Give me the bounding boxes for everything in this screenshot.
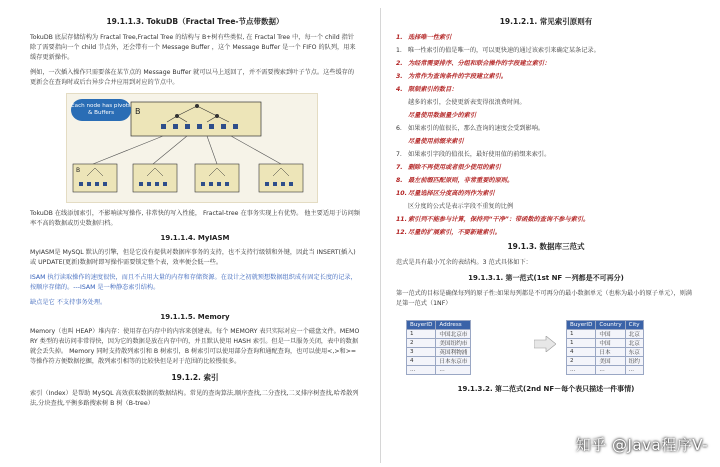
principle-text: 越多的索引，会使更新表变得很浪费时间。 (408, 99, 526, 106)
table-cell: 1 (567, 330, 596, 339)
table-cell: 英国利物浦 (436, 348, 471, 357)
table-row (567, 339, 644, 348)
heading-myisam: 19.1.1.4. MyIASM (160, 234, 230, 242)
normal-form-tables-figure (406, 314, 686, 378)
principle-text: 尽量选择区分度高的列作为索引 (408, 190, 495, 197)
fractal-tree-figure (66, 93, 318, 203)
principle-text: 区分度的公式是表示字段不重复的比例 (408, 203, 514, 210)
table-header-cell: Address (436, 321, 471, 330)
principle-number: 8. (396, 177, 403, 184)
principle-number: 11. (396, 216, 407, 223)
heading-second-normal-form: 19.1.3.2. 第二范式(2nd NF－每个表只描述一件事情) (457, 385, 635, 393)
principle-text: 选择唯一性索引 (408, 34, 452, 41)
principle-text: 尽量使用前缀来索引 (408, 138, 464, 145)
table-header-cell: Country (596, 321, 625, 330)
heading-memory: 19.1.1.5. Memory (160, 313, 230, 321)
principle-number: 4. (396, 86, 403, 93)
principle-number: 12. (396, 229, 407, 236)
principle-number: 1. (396, 34, 403, 41)
table-row (407, 366, 471, 375)
principle-text: 索引列不能参与计算，保持列“干净”：带函数的查询不参与索引。 (408, 216, 590, 223)
table-cell: 4 (567, 348, 596, 357)
principle-number: 2. (396, 60, 403, 67)
root-node-label: B (135, 107, 141, 116)
address-table (406, 320, 471, 375)
table-cell: 3 (407, 348, 436, 357)
table-row (567, 330, 644, 339)
table-cell: 1 (567, 339, 596, 348)
principle-item (396, 137, 696, 147)
table-row (407, 339, 471, 348)
table-cell: 2 (567, 357, 596, 366)
table-cell: 中国 (596, 330, 625, 339)
table-row (407, 348, 471, 357)
principle-item (396, 176, 696, 186)
right-column (396, 16, 696, 400)
table-cell: 美国 (596, 357, 625, 366)
table-cell: ... (567, 366, 596, 375)
paragraph-tokudb-features: TokuDB 在线添加索引，不影响读写操作, 非常快的写入性能， Fractal-tree 在事务实现上有优势。 他主要适用于访问频率不高的数据或历史数据归档。 (30, 210, 360, 227)
principle-item (396, 72, 696, 82)
arrow-right-icon (534, 336, 556, 352)
principle-number: 6. (396, 125, 402, 132)
principle-item (396, 85, 696, 95)
paragraph-tokudb-structure: TokuDB 底层存储结构为 Fractal Tree,Fractal Tree 的结构与 B+树有些类似, 在 Fractal Tree 中，每一个 child 指针除了需要指向一个 child 节点外，还会带有一个 Message Buffer ，这个 Message Buffer 是一个 FIFO 的队列，用来缓存更新操作。 (30, 34, 356, 61)
table-cell: 日本东京市 (436, 357, 471, 366)
paragraph-isam-speed: ISAM 执行读取操作的速度很快，而且不占用大量的内存和存储资源。在设计之初就预想数据组织成有固定长度的记录，按顺序存储的。---ISAM 是一种静态索引结构。 (30, 274, 357, 291)
principle-item (396, 228, 696, 238)
principle-item (396, 98, 696, 108)
index-principles-list (396, 33, 696, 238)
paragraph-first-normal-form: 第一范式的目标是确保每列的原子性:如果每列都是不可再分的最小数据单元（也称为最小的原子单元），则满足第一范式（1NF） (396, 290, 692, 307)
table-row (567, 357, 644, 366)
table-cell: 北京 (625, 330, 643, 339)
principle-number: 7. (396, 151, 402, 158)
child-node-label: B (76, 167, 81, 174)
heading-normal-forms: 19.1.3. 数据库三范式 (507, 242, 585, 251)
principle-item (396, 59, 696, 69)
heading-first-normal-form: 19.1.3.1. 第一范式(1st NF －列都是不可再分) (468, 274, 624, 282)
paragraph-memory: Memory（也叫 HEAP）堆内存：使用存在内存中的内容来创建表。每个 MEMORY 表只实际对应一个磁盘文件。MEMORY 类型的表访问非常得快，因为它的数据是放在内存中的，并且默认使用 HASH 索引。但是一旦服务关闭，表中的数据就会丢失掉。 Memory 同时支持散列索引和 B 树索引，B 树索引可以使用部分查询和通配查询，也可以使用<,>和>=等操作符方便数据挖掘，散列索引相等的比较快但是对于范围的比较慢很多。 (30, 328, 360, 365)
column-divider (380, 8, 381, 463)
principle-number: 7. (396, 164, 403, 171)
principle-number: 3. (396, 73, 403, 80)
principle-item (396, 163, 696, 173)
principle-text: 为经常需要排序、分组和联合操作的字段建立索引： (408, 60, 551, 67)
table-row (407, 357, 471, 366)
table-cell: 2 (407, 339, 436, 348)
table-header-cell: BuyerID (407, 321, 436, 330)
table-cell: ... (596, 366, 625, 375)
principle-item (396, 111, 696, 121)
principle-item (396, 189, 696, 199)
principle-item (396, 46, 696, 56)
principle-text: 尽量使用数据量少的索引 (408, 112, 477, 119)
heading-tokudb: 19.1.1.3. TokuDB（Fractal Tree-节点带数据） (106, 17, 284, 26)
heading-index-principles: 19.1.2.1. 常见索引原则有 (499, 17, 593, 26)
principle-text: 唯一性索引的值是唯一的，可以更快速的通过该索引来确定某条记录。 (408, 47, 600, 54)
principle-text: 限制索引的数目： (408, 86, 458, 93)
table-cell: 中国 (596, 339, 625, 348)
table-cell: ... (625, 366, 643, 375)
table-cell: 4 (407, 357, 436, 366)
callout-bubble: Each node has pivots & Buffers (71, 99, 131, 121)
watermark-text: 知乎 @Java程序V- (575, 436, 708, 454)
table-header-cell: City (625, 321, 643, 330)
paragraph-index: 索引（Index）是帮助 MySQL 高效获取数据的数据结构。常见的查询算法,顺序查找,二分查找,二叉排序树查找,哈希散列法,分块查找,平衡多路搜索树 B 树（B-tree） (30, 390, 359, 407)
principle-text: 最左前缀匹配原则，非常重要的原则。 (408, 177, 514, 184)
principle-item (396, 33, 696, 43)
table-cell: 东京 (625, 348, 643, 357)
table-row (407, 330, 471, 339)
principle-text: 如果索引字段的值很长，最好使用值的前缀来索引。 (408, 151, 551, 158)
table-cell: 中国北京市 (436, 330, 471, 339)
paragraph-normal-forms: 范式是具有最小冗余的表结构。3 范式具体如下： (396, 259, 532, 266)
principle-text: 删除不再使用或者很少使用的索引 (408, 164, 501, 171)
table-header-cell: BuyerID (567, 321, 596, 330)
principle-item (396, 215, 696, 225)
table-cell: ... (407, 366, 436, 375)
paragraph-tokudb-example: 例如，一次插入操作只需要落在某节点的 Message Buffer 就可以马上返回了，并不需要搜索到叶子节点。这些缓存的更新会在查询时或后台异步合并应用到对应的节点中。 (30, 69, 355, 86)
principle-text: 尽量的扩展索引，不要新建索引。 (408, 229, 501, 236)
left-column (30, 16, 360, 414)
table-cell: 北京 (625, 339, 643, 348)
country-city-table (566, 320, 644, 375)
principle-item (396, 202, 696, 212)
principle-item (396, 124, 696, 134)
principle-number: 1. (396, 47, 402, 54)
paragraph-isam-drawback: 缺点是它 不支持事务处理。 (30, 299, 107, 306)
table-row (567, 348, 644, 357)
principle-number: 10. (396, 190, 407, 197)
table-row (567, 366, 644, 375)
heading-index: 19.1.2. 索引 (171, 373, 219, 382)
principle-text: 如果索引的值很长，那么查询的速度会受到影响。 (408, 125, 545, 132)
table-cell: ... (436, 366, 471, 375)
table-cell: 美国纽约市 (436, 339, 471, 348)
principle-item (396, 150, 696, 160)
table-cell: 日本 (596, 348, 625, 357)
table-cell: 1 (407, 330, 436, 339)
paragraph-myisam-intro: MyIASM是 MySQL 默认的引擎，但是它没有提供对数据库事务的支持，也不支持行级锁和外键，因此当 INSERT(插入)或 UPDATE(更新)数据时即写操作需要锁定整个表，效率便会低一些。 (30, 249, 356, 266)
principle-text: 为常作为查询条件的字段建立索引。 (408, 73, 507, 80)
table-cell: 纽约 (625, 357, 643, 366)
